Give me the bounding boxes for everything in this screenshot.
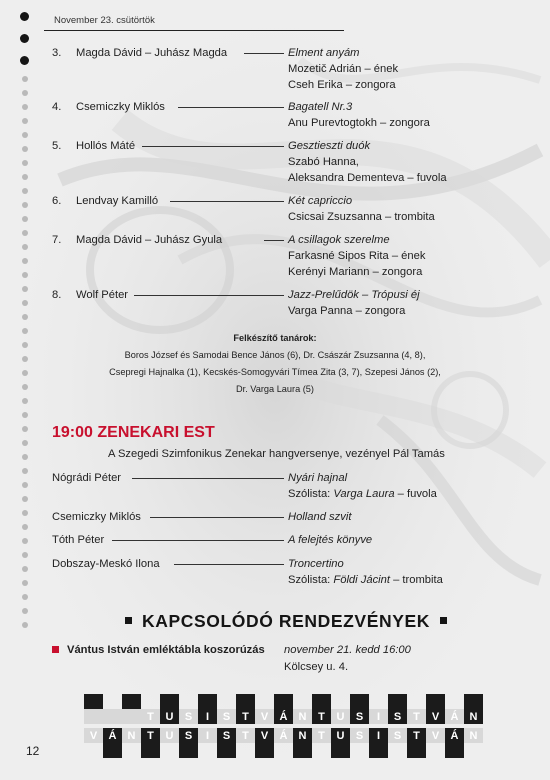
- entry-number: 3.: [52, 47, 62, 59]
- page-number: 12: [26, 744, 40, 758]
- banner-letter: S: [388, 728, 407, 743]
- work-title: Nyári hajnal: [288, 472, 348, 484]
- event-name: Vántus István emléktábla koszorúzás: [67, 644, 265, 656]
- banner-letter: I: [198, 709, 217, 724]
- orchestra-details: [288, 556, 443, 588]
- banner-square: [464, 694, 483, 709]
- program-entry: [0, 232, 550, 282]
- performer: Varga Panna – zongora: [288, 305, 406, 317]
- work-title: Troncertino: [288, 558, 344, 570]
- orchestra-item: [0, 532, 550, 550]
- banner-letter: U: [331, 709, 350, 724]
- teachers-block: [60, 330, 490, 398]
- date-label: November 23. csütörtök: [54, 15, 155, 26]
- banner-square: [369, 743, 388, 758]
- leader-line: [244, 53, 284, 54]
- entry-composer: Magda Dávid – Juhász Gyula: [76, 234, 223, 246]
- leader-line: [150, 517, 284, 518]
- orchestra-composer: Csemiczky Miklós: [52, 511, 141, 523]
- work-title: A felejtés könyve: [288, 534, 373, 546]
- banner-letter: N: [122, 728, 141, 743]
- soloist-instrument: – trombita: [389, 574, 443, 586]
- teachers-line: Csepregi Hajnalka (1), Kecskés-Somogyvári Tímea Zita (3, 7), Szepesi János (2),: [109, 367, 441, 377]
- performer: Kerényi Mariann – zongora: [288, 266, 423, 278]
- banner-square: [84, 709, 103, 724]
- banner-letter: T: [407, 709, 426, 724]
- banner-letter: S: [217, 728, 236, 743]
- leader-line: [174, 564, 284, 565]
- entry-details: [288, 232, 425, 280]
- soloist-prefix: Szólista:: [288, 574, 334, 586]
- related-events-heading: [115, 611, 457, 632]
- entry-details: [288, 287, 420, 319]
- banner-letter: U: [331, 728, 350, 743]
- evening-subtitle: A Szegedi Szimfonikus Zenekar hangversenye, vezényel Pál Tamás: [108, 448, 445, 460]
- banner-letter: Á: [103, 728, 122, 743]
- performer: Szabó Hanna,: [288, 156, 359, 168]
- square-bullet-icon: [125, 617, 132, 624]
- orchestra-details: [288, 509, 351, 525]
- evening-title: 19:00 ZENEKARI EST: [52, 424, 215, 441]
- entry-number: 6.: [52, 195, 62, 207]
- program-entry: [0, 193, 550, 227]
- orchestra-details: [288, 532, 372, 548]
- banner-square: [255, 743, 274, 758]
- banner-square: [236, 694, 255, 709]
- work-title: Elment anyám: [288, 47, 360, 59]
- banner-square: [350, 694, 369, 709]
- banner-letter: N: [464, 709, 483, 724]
- work-title: Holland szvit: [288, 511, 352, 523]
- entry-composer: Lendvay Kamilló: [76, 195, 159, 207]
- performer: Mozetič Adrián – ének: [288, 63, 399, 75]
- banner-letter: Á: [445, 709, 464, 724]
- entry-number: 8.: [52, 289, 62, 301]
- banner-square: [103, 709, 122, 724]
- performer: Cseh Erika – zongora: [288, 79, 396, 91]
- program-entry: [0, 138, 550, 188]
- banner-square: [122, 709, 141, 724]
- soloist-name: Varga Laura: [333, 488, 395, 500]
- banner-letter: T: [312, 709, 331, 724]
- work-title: Jazz-Prelűdök – Trópusi éj: [288, 289, 420, 301]
- performer: Aleksandra Dementeva – fuvola: [288, 172, 447, 184]
- banner-square: [122, 694, 141, 709]
- banner-letter: U: [160, 709, 179, 724]
- soloist-name: Földi Jácint: [333, 574, 390, 586]
- banner-square: [426, 694, 445, 709]
- banner-square: [274, 694, 293, 709]
- banner-square: [407, 743, 426, 758]
- banner-letter: Á: [274, 728, 293, 743]
- soloist-prefix: Szólista:: [288, 488, 334, 500]
- leader-line: [264, 240, 284, 241]
- leader-line: [112, 540, 284, 541]
- program-entry: [0, 287, 550, 321]
- event-datetime: november 21. kedd 16:00: [284, 644, 411, 656]
- banner-letter: I: [198, 728, 217, 743]
- banner-square: [388, 694, 407, 709]
- entry-details: [288, 45, 398, 93]
- orchestra-item: [0, 470, 550, 504]
- entry-composer: Hollós Máté: [76, 140, 136, 152]
- banner-letter: Á: [274, 709, 293, 724]
- banner-square: [312, 694, 331, 709]
- entry-number: 5.: [52, 140, 62, 152]
- entry-number: 7.: [52, 234, 62, 246]
- red-square-bullet-icon: [52, 646, 59, 653]
- banner-square: [84, 694, 103, 709]
- banner-letter: U: [160, 728, 179, 743]
- banner-letter: I: [369, 709, 388, 724]
- banner-square: [141, 743, 160, 758]
- performer: Anu Purevtogtokh – zongora: [288, 117, 430, 129]
- work-title: Két capriccio: [288, 195, 353, 207]
- orchestra-details: [288, 470, 437, 502]
- banner-letter: I: [369, 728, 388, 743]
- banner-square: [103, 743, 122, 758]
- related-title-text: KAPCSOLÓDÓ RENDEZVÉNYEK: [142, 611, 430, 631]
- banner-letter: Á: [445, 728, 464, 743]
- banner-square: [293, 743, 312, 758]
- banner-letter: V: [426, 728, 445, 743]
- event-location: Kölcsey u. 4.: [284, 661, 349, 673]
- work-title: Gesztieszti duók: [288, 140, 371, 152]
- banner-letter: S: [388, 709, 407, 724]
- banner-letter: T: [236, 709, 255, 724]
- banner-letter: V: [255, 728, 274, 743]
- banner-letter: T: [407, 728, 426, 743]
- entry-details: [288, 193, 435, 225]
- teachers-line: Boros József és Samodai Bence János (6), Dr. Császár Zsuzsanna (4, 8),: [124, 350, 426, 360]
- banner-square: [179, 743, 198, 758]
- leader-line: [170, 201, 284, 202]
- banner-letter: T: [236, 728, 255, 743]
- entry-composer: Csemiczky Miklós: [76, 101, 165, 113]
- leader-line: [134, 295, 284, 296]
- banner-letter: S: [179, 709, 198, 724]
- banner-letter: S: [217, 709, 236, 724]
- orchestra-composer: Nógrádi Péter: [52, 472, 122, 484]
- performer: Farkasné Sipos Rita – ének: [288, 250, 426, 262]
- banner-letter: T: [312, 728, 331, 743]
- banner-letter: V: [255, 709, 274, 724]
- performer: Csicsai Zsuzsanna – trombita: [288, 211, 435, 223]
- entry-composer: Wolf Péter: [76, 289, 129, 301]
- program-entry: [0, 99, 550, 133]
- leader-line: [178, 107, 284, 108]
- orchestra-item: [0, 509, 550, 527]
- banner-letter: S: [350, 728, 369, 743]
- banner-square: [445, 743, 464, 758]
- work-title: A csillagok szerelme: [288, 234, 390, 246]
- banner-square: [198, 694, 217, 709]
- teachers-line: Dr. Varga Laura (5): [236, 384, 314, 394]
- program-entry: [0, 45, 550, 95]
- vantus-istvan-banner: [84, 694, 502, 756]
- banner-letter: V: [84, 728, 103, 743]
- soloist-line: [288, 572, 443, 588]
- banner-letter: V: [426, 709, 445, 724]
- entry-details: [288, 99, 430, 131]
- banner-letter: S: [179, 728, 198, 743]
- orchestra-item: [0, 556, 550, 590]
- entry-number: 4.: [52, 101, 62, 113]
- banner-letter: N: [464, 728, 483, 743]
- soloist-instrument: – fuvola: [394, 488, 437, 500]
- banner-square: [217, 743, 236, 758]
- leader-line: [132, 478, 284, 479]
- work-title: Bagatell Nr.3: [288, 101, 353, 113]
- square-bullet-icon: [440, 617, 447, 624]
- banner-letter: T: [141, 728, 160, 743]
- banner-letter: T: [141, 709, 160, 724]
- date-header: [44, 12, 344, 31]
- banner-square: [160, 694, 179, 709]
- entry-composer: Magda Dávid – Juhász Magda: [76, 47, 228, 59]
- teachers-heading: Felkészítő tanárok:: [233, 333, 317, 343]
- banner-square: [331, 743, 350, 758]
- entry-details: [288, 138, 447, 186]
- banner-letter: S: [350, 709, 369, 724]
- orchestra-composer: Dobszay-Meskó Ilona: [52, 558, 160, 570]
- banner-letter: N: [293, 709, 312, 724]
- leader-line: [142, 146, 284, 147]
- banner-letter: N: [293, 728, 312, 743]
- soloist-line: [288, 486, 437, 502]
- orchestra-composer: Tóth Péter: [52, 534, 105, 546]
